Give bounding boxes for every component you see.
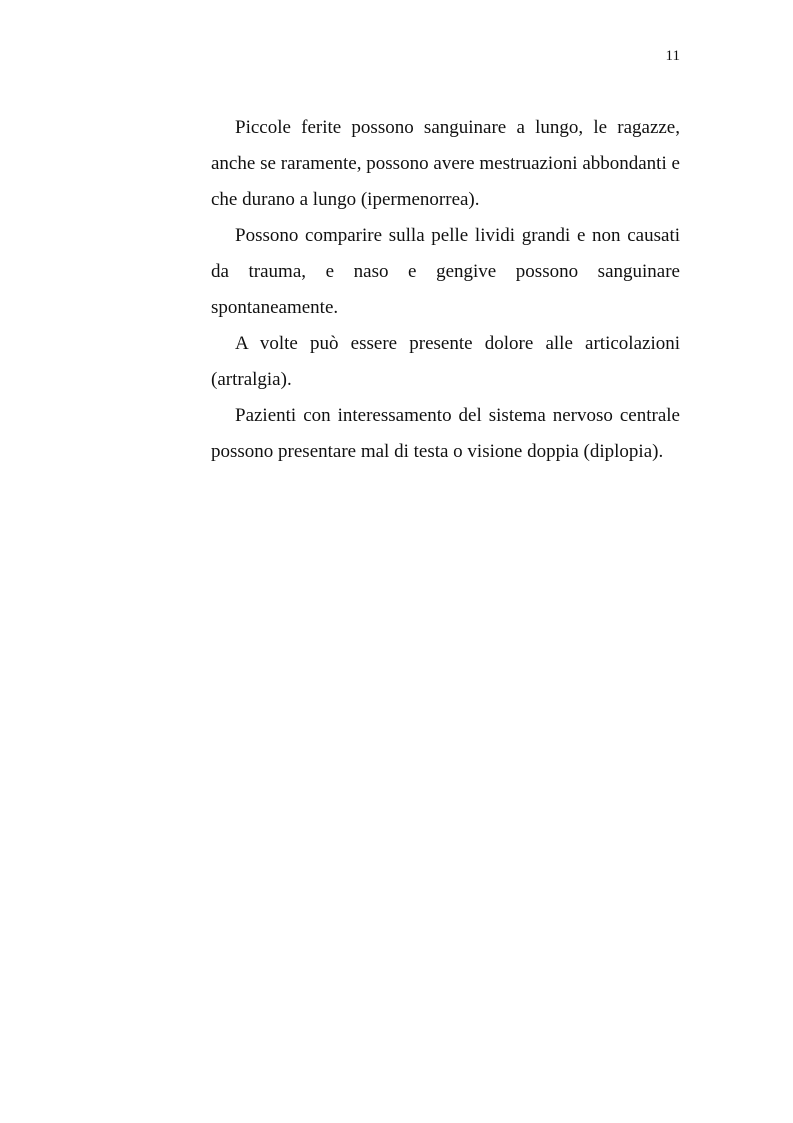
paragraph-nervous-system: Pazienti con interessamento del sistema nervoso centrale possono presentare mal di testa o visione doppia (diplopia). <box>211 405 680 462</box>
page-number: 11 <box>665 48 680 64</box>
paragraph-joint-pain: A volte può essere presente dolore alle articolazioni (artralgia). <box>211 333 680 390</box>
body-text <box>211 110 680 470</box>
paragraph-bruises: Possono comparire sulla pelle lividi grandi e non causati da trauma, e naso e gengive possono sanguinare spontaneamente. <box>211 225 680 318</box>
paragraph-bleeding-wounds: Piccole ferite possono sanguinare a lungo, le ragazze, anche se raramente, possono avere mestruazioni abbondanti e che durano a lungo (ipermenorrea). <box>211 117 680 210</box>
